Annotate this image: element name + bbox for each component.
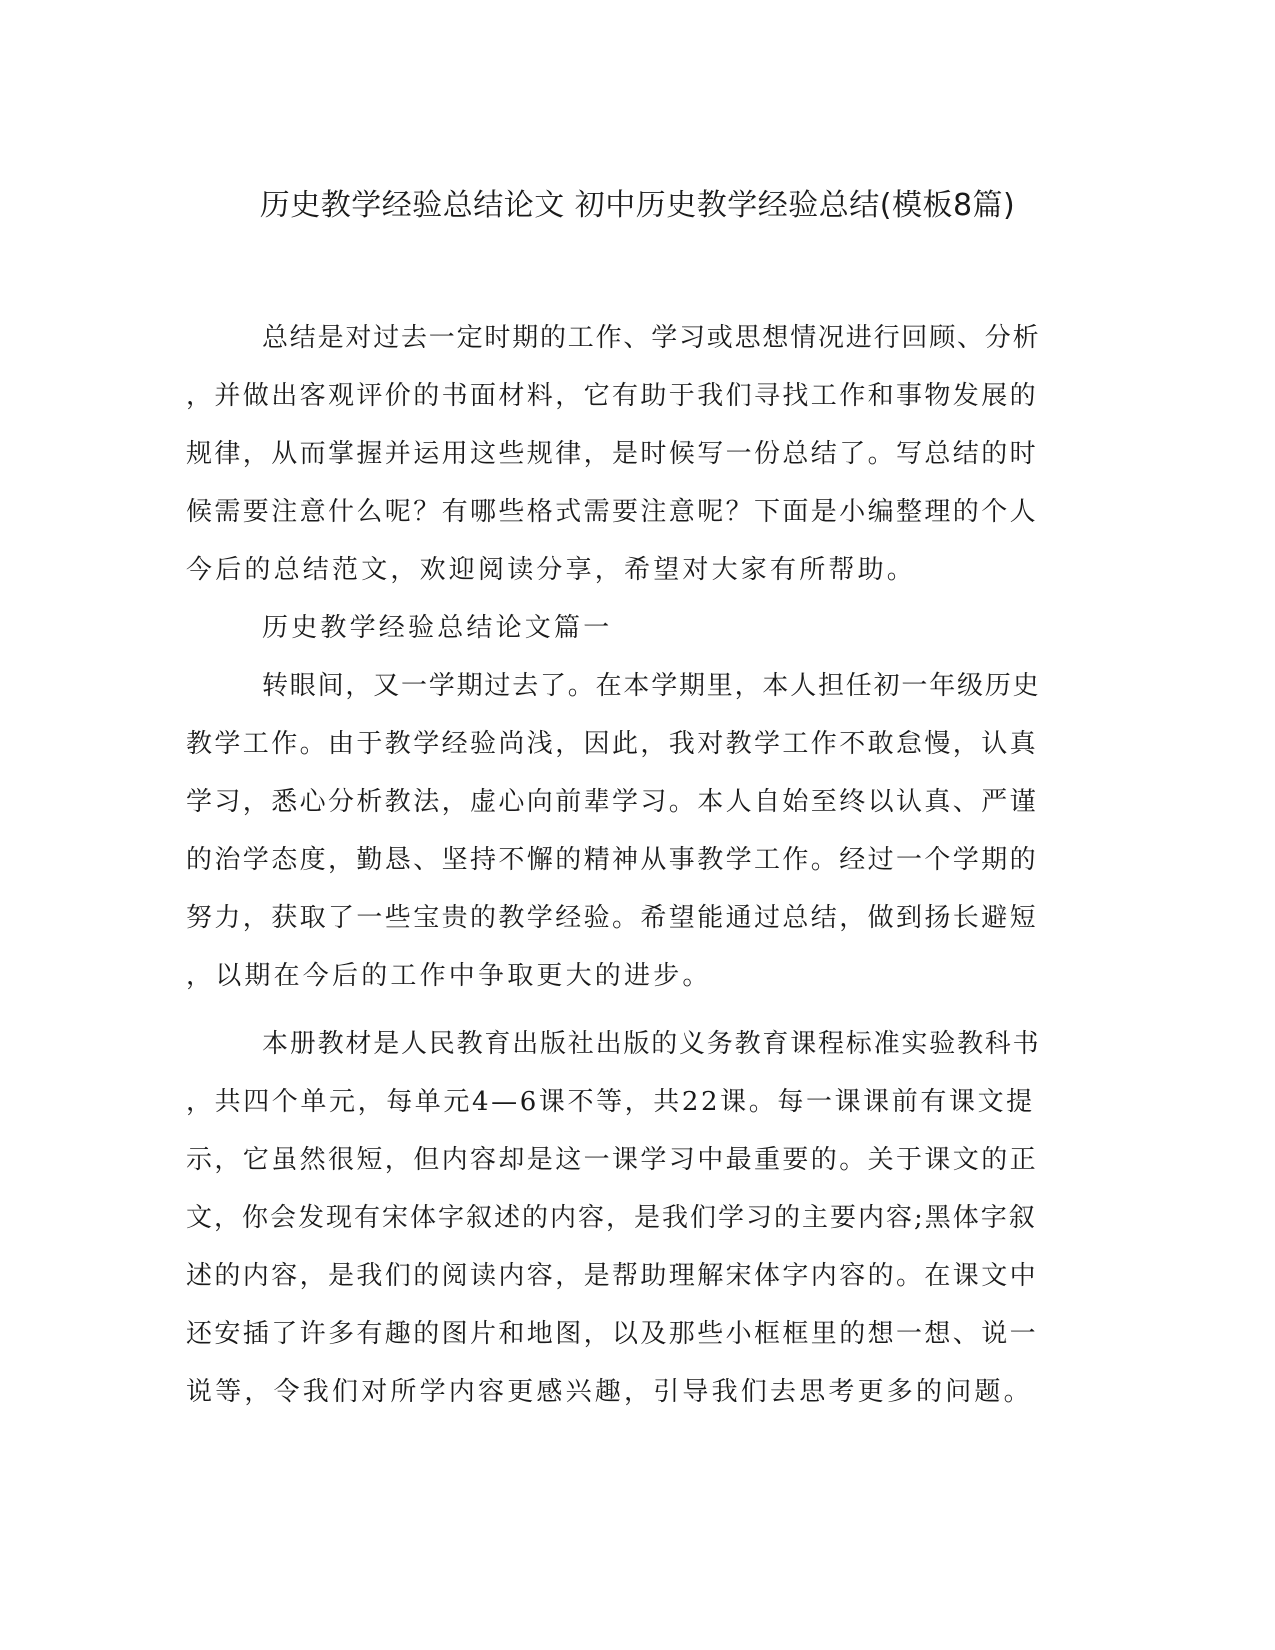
text-line: ，以期在今后的工作中争取更大的进步。 (186, 961, 712, 991)
text-line: 说等，令我们对所学内容更感兴趣，引导我们去思考更多的问题。 (186, 1377, 1033, 1407)
text-line: 规律，从而掌握并运用这些规律，是时候写一份总结了。写总结的时 (186, 439, 1039, 469)
text-line: ，共四个单元，每单元4—6课不等，共22课。每一课课前有课文提 (186, 1087, 1035, 1117)
document-title: 历史教学经验总结论文 初中历史教学经验总结(模板8篇) (259, 188, 1016, 223)
text-line: 学习，悉心分析教法，虚心向前辈学习。本人自始至终以认真、严谨 (186, 787, 1039, 817)
text-line: 今后的总结范文，欢迎阅读分享，希望对大家有所帮助。 (186, 555, 917, 585)
text-line: 还安插了许多有趣的图片和地图，以及那些小框框里的想一想、说一 (186, 1319, 1039, 1349)
text-line: 示，它虽然很短，但内容却是这一课学习中最重要的。关于课文的正 (186, 1145, 1039, 1175)
text-line: 总结是对过去一定时期的工作、学习或思想情况进行回顾、分析 (262, 323, 1041, 353)
text-line: 教学工作。由于教学经验尚浅，因此，我对教学工作不敢怠慢，认真 (186, 729, 1039, 759)
text-line: 的治学态度，勤恳、坚持不懈的精神从事教学工作。经过一个学期的 (186, 845, 1039, 875)
text-line: 努力，获取了一些宝贵的教学经验。希望能通过总结，做到扬长避短 (186, 903, 1039, 933)
text-line: 文，你会发现有宋体字叙述的内容，是我们学习的主要内容;黑体字叙 (186, 1203, 1037, 1233)
text-line: 述的内容，是我们的阅读内容，是帮助理解宋体字内容的。在课文中 (186, 1261, 1039, 1291)
text-line: 转眼间，又一学期过去了。在本学期里，本人担任初一年级历史 (262, 671, 1041, 701)
text-line: ，并做出客观评价的书面材料，它有助于我们寻找工作和事物发展的 (186, 381, 1039, 411)
section-heading: 历史教学经验总结论文篇一 (262, 613, 613, 643)
text-line: 本册教材是人民教育出版社出版的义务教育课程标准实验教科书 (262, 1029, 1041, 1059)
text-line: 候需要注意什么呢？有哪些格式需要注意呢？下面是小编整理的个人 (186, 497, 1039, 527)
